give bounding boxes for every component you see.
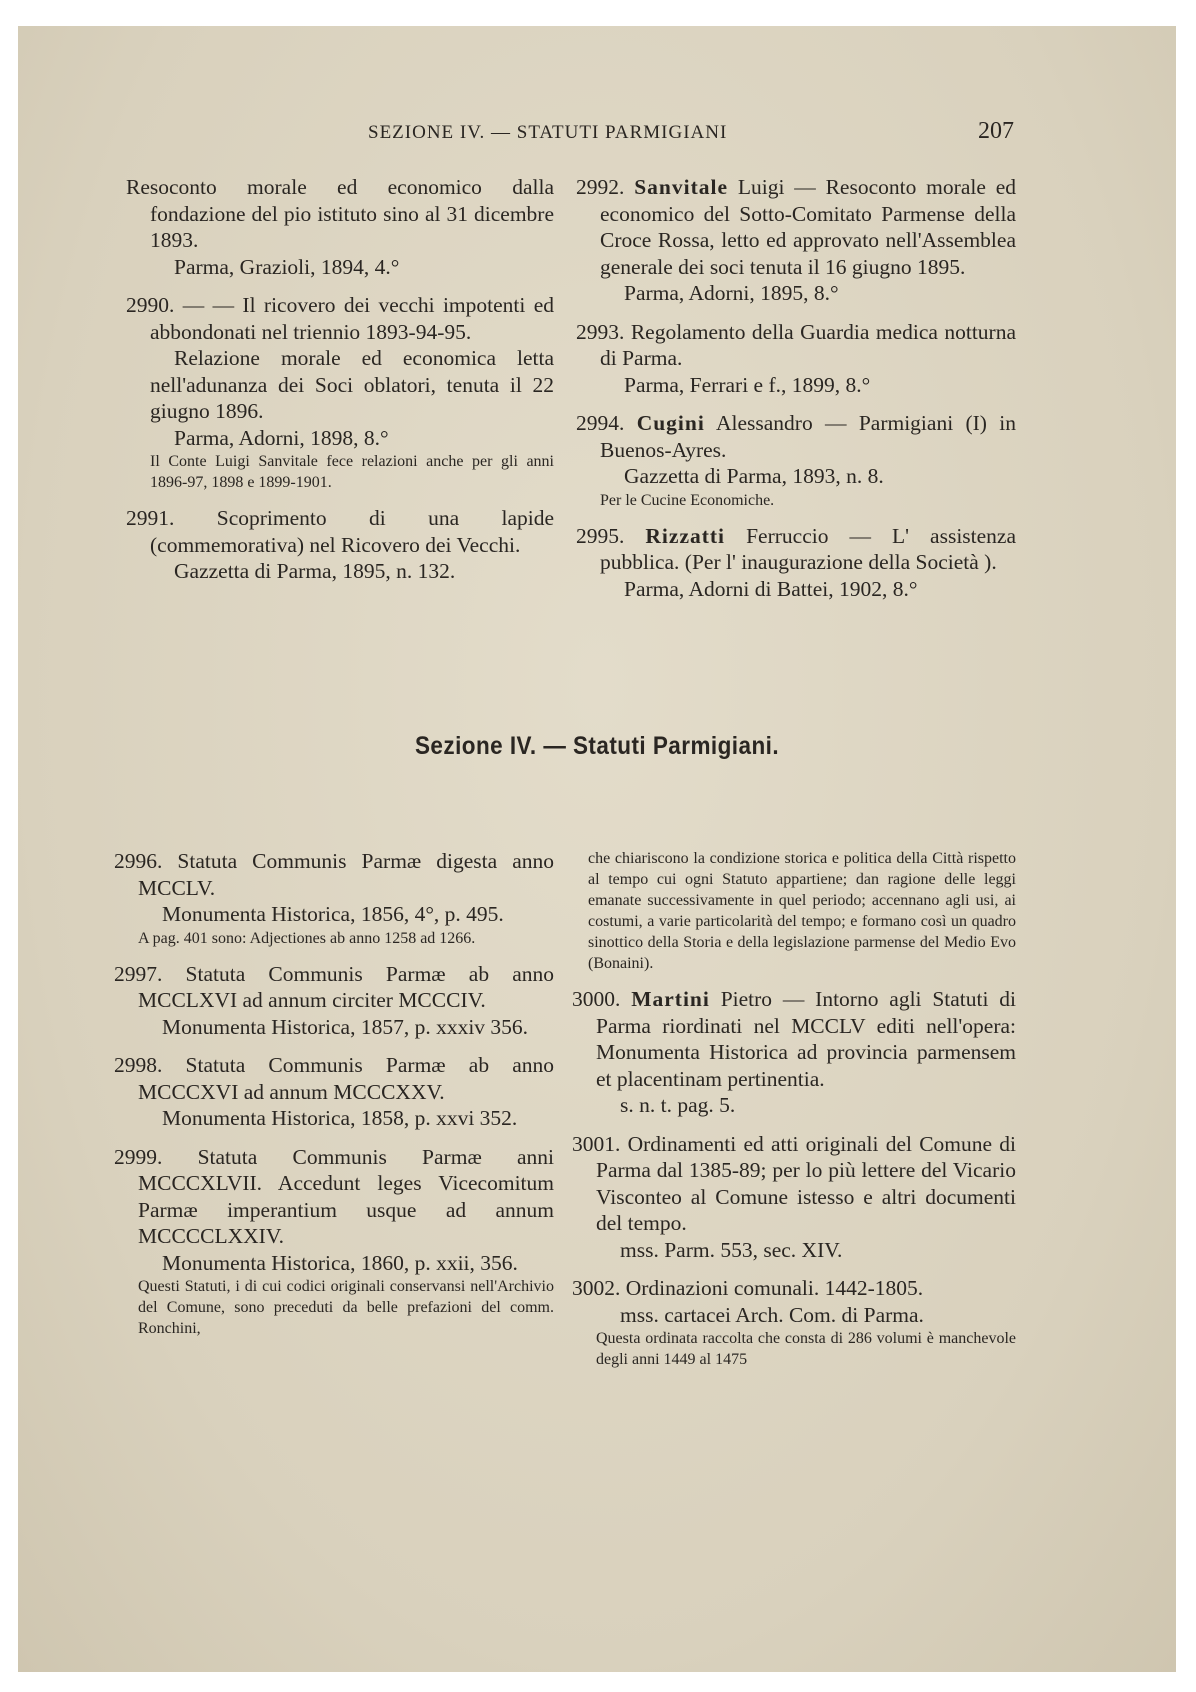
entry-2995 (576, 523, 1016, 603)
entry-title: Statuta Communis Parmæ anni MCCCXLVII. Accedunt leges Vicecomitum Parmæ imperantium usque ad annum MCCCCLXXIV. (138, 1144, 554, 1248)
running-head-title: SEZIONE IV. — STATUTI PARMIGIANI (368, 122, 728, 143)
entry-note: Questa ordinata raccolta che consta di 286 volumi è manchevole degli anni 1449 al 1475 (596, 1330, 1016, 1368)
entry-note: Per le Cucine Economiche. (600, 491, 775, 509)
entry-text: Resoconto morale ed economico dalla fondazione del pio istituto sino al 31 dicembre 1893. (126, 175, 554, 252)
entry-imprint: Parma, Grazioli, 1894, 4.° (174, 254, 400, 279)
entry-number: 2990. (126, 293, 175, 317)
entry-text (114, 848, 554, 901)
entry-number: 2996. (114, 849, 163, 873)
entry-text (114, 1144, 554, 1250)
entry-number: 2995. (576, 523, 625, 548)
entry-2999 (114, 1144, 554, 1340)
column-bottom-right (572, 848, 1016, 1382)
entry-2998 (114, 1052, 554, 1132)
page-number: 207 (978, 118, 1014, 144)
column-top-left (126, 174, 554, 597)
entry-2994 (576, 410, 1016, 511)
entry-number: 2999. (114, 1144, 163, 1169)
entry-2993 (576, 319, 1016, 399)
page-scan (18, 26, 1176, 1672)
entry-number: 3001. (572, 1131, 621, 1156)
entry-text (576, 174, 1016, 280)
entry-text (576, 319, 1016, 372)
entry-author: Sanvitale (634, 175, 729, 199)
entry-number: 2997. (114, 961, 163, 986)
entry-number: 2992. (576, 175, 625, 199)
entry-title: Alessandro — Parmigiani (I) in Buenos-Ayres. (600, 411, 1016, 462)
note-continuation (572, 848, 1016, 974)
entry-title: — — Il ricovero dei vecchi impotenti ed abbondonati nel triennio 1893-94-95. (150, 293, 554, 344)
entry-imprint: mss. cartacei Arch. Com. di Parma. (620, 1302, 924, 1327)
column-top-right (576, 174, 1016, 614)
entry-number: 3000. (572, 987, 621, 1011)
entry-title: Statuta Communis Parmæ ab anno MCCCXVI ad annum MCCCXXV. (138, 1053, 555, 1104)
entry-text (114, 1052, 554, 1105)
entry-2992 (576, 174, 1016, 307)
entry-2991 (126, 505, 554, 585)
entry-imprint: Parma, Adorni, 1898, 8.° (174, 425, 389, 450)
entry-note: che chiariscono la condizione storica e politica della Città rispetto al tempo cui ogni Statuto appartiene; dan ragione delle leggi emanate successivamente in quel periodo; accennano agli usi, ai costumi, a varie particolarità del tempo; e formano così un quadro sinottico della Storia e della legislazione parmense del Medio Evo (Bonaini). (588, 850, 1016, 972)
entry-text (572, 1131, 1016, 1237)
entry-author: Rizzatti (645, 523, 726, 548)
entry-number: 3002. (572, 1276, 621, 1300)
section-heading: Sezione IV. — Statuti Parmigiani. (414, 732, 780, 760)
entry-note: Questi Statuti, i di cui codici originali conservansi nell'Archivio del Comune, sono preceduti da belle prefazioni del comm. Ronchini, (138, 1278, 554, 1337)
entry-2997 (114, 961, 554, 1041)
entry-text (126, 292, 554, 345)
entry-title: Ordinamenti ed atti originali del Comune di Parma dal 1385-89; per lo più lettere del Vicario Visconteo al Comune istesso e altri documenti del tempo. (596, 1131, 1016, 1235)
entry-imprint: Parma, Adorni, 1895, 8.° (624, 281, 839, 305)
entry-title: Ordinazioni comunali. 1442-1805. (625, 1276, 924, 1300)
entry-3000 (572, 986, 1016, 1119)
entry-text (576, 410, 1016, 463)
entry-imprint: Gazzetta di Parma, 1893, n. 8. (624, 464, 884, 488)
entry-imprint: Monumenta Historica, 1858, p. xxvi 352. (162, 1106, 518, 1130)
entry-author: Cugini (636, 411, 705, 435)
entry-note: A pag. 401 sono: Adjectiones ab anno 1258 ad 1266. (138, 929, 476, 947)
entry-title: Pietro — Intorno agli Statuti di Parma riordinati nel MCCLV editi nell'opera: Monumenta Historica ad provincia parmensem et placentinam pertinentia. (596, 987, 1017, 1091)
entry-title: Regolamento della Guardia medica notturna di Parma. (600, 319, 1017, 370)
entry-imprint: mss. Parm. 553, sec. XIV. (620, 1237, 843, 1262)
entry-subtitle: Relazione morale ed economica letta nell'adunanza dei Soci oblatori, tenuta il 22 giugno 1896. (150, 346, 554, 423)
entry-text (114, 961, 554, 1014)
entry-title: Scoprimento di una lapide (commemorativa) nel Ricovero dei Vecchi. (150, 506, 555, 557)
entry-imprint: s. n. t. pag. 5. (620, 1093, 736, 1117)
entry-number: 2991. (126, 506, 175, 530)
entry-continuation (126, 174, 554, 280)
entry-author: Martini (631, 987, 710, 1011)
entry-text (572, 986, 1016, 1092)
entry-imprint: Monumenta Historica, 1860, p. xxii, 356. (162, 1250, 518, 1275)
entry-number: 2994. (576, 411, 625, 435)
entry-imprint: Monumenta Historica, 1856, 4°, p. 495. (162, 902, 504, 926)
entry-3001 (572, 1131, 1016, 1264)
entry-2996 (114, 848, 554, 949)
entry-text (572, 1275, 1016, 1302)
entry-imprint: Monumenta Historica, 1857, p. xxxiv 356. (162, 1014, 529, 1039)
entry-number: 2993. (576, 319, 625, 344)
entry-number: 2998. (114, 1053, 163, 1077)
entry-text (126, 505, 554, 558)
entry-3002 (572, 1275, 1016, 1370)
entry-imprint: Parma, Ferrari e f., 1899, 8.° (624, 372, 871, 397)
entry-note: Il Conte Luigi Sanvitale fece relazioni anche per gli anni 1896-97, 1898 e 1899-1901. (150, 453, 554, 491)
column-bottom-left (114, 848, 554, 1351)
entry-title: Luigi — Resoconto morale ed economico del Sotto-Comitato Parmense della Croce Rossa, letto ed approvato nell'Assemblea generale dei soci tenuta il 16 giugno 1895. (600, 175, 1016, 279)
entry-title: Ferruccio — L' assistenza pubblica. (Per l' inaugurazione della Società ). (600, 523, 1017, 574)
entry-imprint: Parma, Adorni di Battei, 1902, 8.° (624, 576, 918, 601)
entry-title: Statuta Communis Parmæ digesta anno MCCLV. (138, 849, 554, 900)
entry-2990 (126, 292, 554, 493)
entry-imprint: Gazzetta di Parma, 1895, n. 132. (174, 559, 456, 583)
entry-text (576, 523, 1016, 576)
running-head (18, 118, 1176, 152)
entry-title: Statuta Communis Parmæ ab anno MCCLXVI ad annum circiter MCCCIV. (138, 961, 555, 1012)
